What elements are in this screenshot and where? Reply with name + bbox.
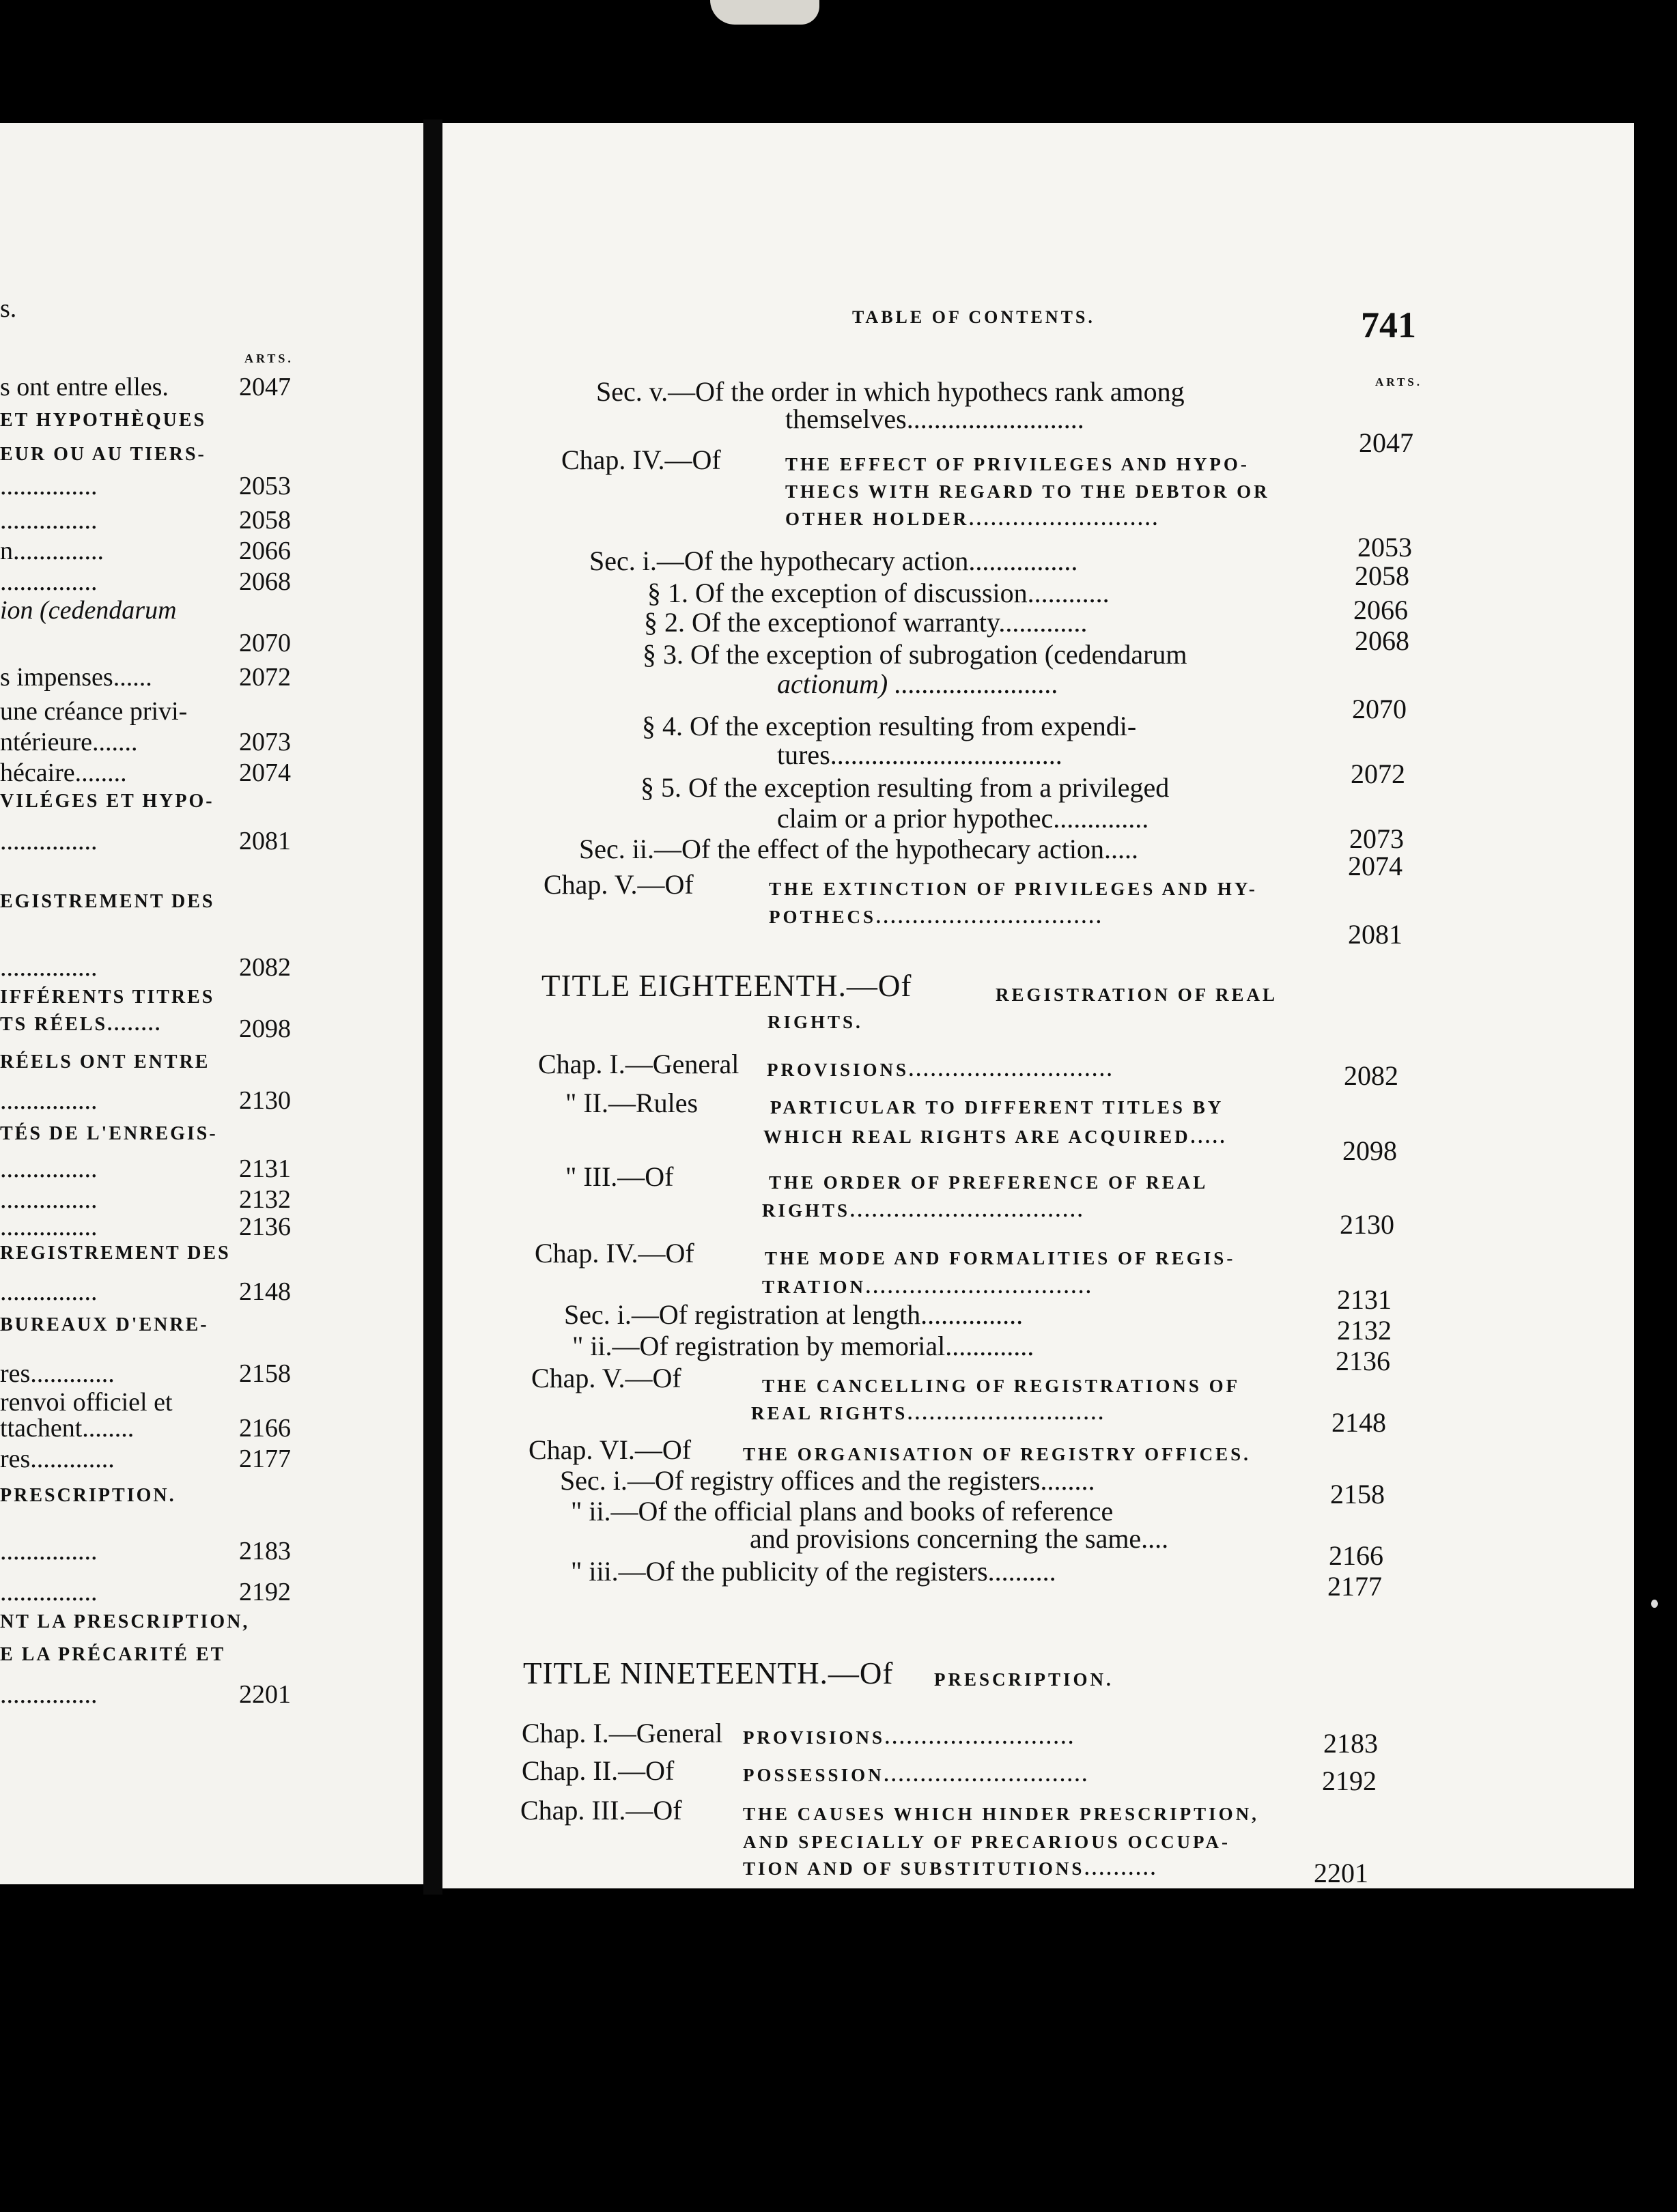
left-toc-article-number: 2130 bbox=[239, 1086, 291, 1115]
left-toc-line: NT LA PRESCRIPTION, bbox=[0, 1611, 250, 1632]
toc-para5-num: 2073 bbox=[1349, 823, 1404, 854]
left-toc-article-number: 2068 bbox=[239, 567, 291, 596]
toc-t18-chap6-text: THE ORGANISATION OF REGISTRY OFFICES. bbox=[743, 1444, 1251, 1464]
toc-t19-chap1-num: 2183 bbox=[1323, 1728, 1378, 1759]
left-toc-line: IFFÉRENTS TITRES bbox=[0, 987, 215, 1008]
left-toc-line: ............... bbox=[0, 506, 98, 535]
toc-t19-chap2-num: 2192 bbox=[1322, 1766, 1377, 1796]
left-toc-article-number: 2131 bbox=[239, 1154, 291, 1183]
toc-sec1: Sec. i.—Of the hypothecary action................ bbox=[589, 545, 1078, 576]
toc-t19-chap3-text1: THE CAUSES WHICH HINDER PRESCRIPTION, bbox=[743, 1804, 1259, 1824]
toc-t18-chap5-text1: THE CANCELLING OF REGISTRATIONS OF bbox=[762, 1376, 1241, 1396]
left-toc-article-number: 2066 bbox=[239, 537, 291, 565]
toc-chap5-text2: POTHECS............................... bbox=[769, 907, 1104, 927]
toc-t18-chap6-sec2-line1: " ii.—Of the official plans and books of reference bbox=[571, 1496, 1114, 1527]
toc-t18-sec2-num: 2136 bbox=[1336, 1346, 1390, 1376]
toc-chap5-num: 2081 bbox=[1348, 919, 1403, 950]
left-toc-article-number: 2047 bbox=[239, 373, 291, 401]
left-toc-line: ............... bbox=[0, 1185, 98, 1214]
title-nineteenth: TITLE NINETEENTH.—Of bbox=[523, 1656, 894, 1690]
toc-t18-chap3-text2: RIGHTS................................ bbox=[762, 1200, 1086, 1221]
left-toc-line: ttachent........ bbox=[0, 1414, 135, 1443]
left-toc-line: ............... bbox=[0, 953, 98, 982]
right-page bbox=[442, 123, 1634, 1888]
toc-para1: § 1. Of the exception of discussion............ bbox=[647, 578, 1110, 608]
toc-t18-chap6-label: Chap. VI.—Of bbox=[529, 1434, 692, 1465]
toc-t18-chap3-num: 2130 bbox=[1340, 1209, 1394, 1240]
title-eighteenth-text2: RIGHTS. bbox=[767, 1012, 863, 1032]
toc-t18-chap6-sec3-num: 2177 bbox=[1327, 1571, 1382, 1602]
toc-t18-chap6-sec1-num: 2158 bbox=[1330, 1479, 1385, 1509]
left-toc-article-number: 2158 bbox=[239, 1359, 291, 1388]
toc-para3-line1 bbox=[643, 638, 1187, 670]
left-toc-line: TS RÉELS........ bbox=[0, 1014, 163, 1035]
toc-t18-chap6-sec1: Sec. i.—Of registry offices and the registers........ bbox=[560, 1465, 1095, 1496]
left-toc-line: ............... bbox=[0, 1537, 98, 1565]
toc-chap4-text1: THE EFFECT OF PRIVILEGES AND HYPO- bbox=[785, 454, 1250, 474]
left-toc-line: TÉS DE L'ENREGIS- bbox=[0, 1123, 218, 1144]
left-toc-line: ............... bbox=[0, 1154, 98, 1183]
toc-chap4-num: 2053 bbox=[1357, 532, 1412, 563]
toc-t19-chap1-text: PROVISIONS.......................... bbox=[743, 1727, 1076, 1748]
toc-t18-chap5-num: 2148 bbox=[1331, 1407, 1386, 1438]
left-toc-line: REGISTREMENT DES bbox=[0, 1243, 231, 1264]
toc-para2: § 2. Of the exceptionof warranty............. bbox=[644, 607, 1088, 638]
toc-sec2-num: 2074 bbox=[1348, 851, 1403, 881]
toc-t18-chap1-label: Chap. I.—General bbox=[538, 1049, 739, 1079]
toc-para4-line1: § 4. Of the exception resulting from expendi- bbox=[642, 711, 1137, 741]
toc-t19-chap2-text: POSSESSION............................ bbox=[743, 1765, 1090, 1785]
toc-t18-chap1-text: PROVISIONS............................ bbox=[767, 1060, 1115, 1080]
left-toc-article-number: 2053 bbox=[239, 472, 291, 500]
left-toc-line: E LA PRÉCARITÉ ET bbox=[0, 1644, 226, 1665]
toc-t19-chap2-label: Chap. II.—Of bbox=[522, 1755, 675, 1786]
left-toc-article-number: 2148 bbox=[239, 1277, 291, 1306]
left-toc-line: res............. bbox=[0, 1445, 115, 1473]
toc-para3-text1: § 3. Of the exception of subrogation (cedendarum bbox=[643, 639, 1187, 670]
toc-t18-sec1: Sec. i.—Of registration at length............... bbox=[564, 1299, 1024, 1330]
toc-t18-chap4-num: 2131 bbox=[1337, 1284, 1392, 1315]
toc-t18-chap5-text2: REAL RIGHTS........................... bbox=[751, 1403, 1106, 1423]
left-toc-article-number: 2177 bbox=[239, 1445, 291, 1473]
left-toc-line: res............. bbox=[0, 1359, 115, 1388]
toc-t18-chap1-num: 2082 bbox=[1344, 1060, 1398, 1091]
toc-t18-chap2-text2: WHICH REAL RIGHTS ARE ACQUIRED..... bbox=[763, 1126, 1228, 1147]
toc-t19-chap3-text3: TION AND OF SUBSTITUTIONS.......... bbox=[743, 1858, 1158, 1879]
left-toc-line: VILÉGES ET HYPO- bbox=[0, 791, 214, 812]
left-toc-line: ............... bbox=[0, 1680, 98, 1709]
left-toc-line: s ont entre elles. bbox=[0, 373, 169, 401]
toc-chap4-text2: THECS WITH REGARD TO THE DEBTOR OR bbox=[785, 481, 1270, 502]
page-number: 741 bbox=[1361, 304, 1416, 345]
left-toc-line: s impenses...... bbox=[0, 663, 152, 692]
toc-chap5-text1: THE EXTINCTION OF PRIVILEGES AND HY- bbox=[769, 879, 1258, 899]
left-toc-line: ............... bbox=[0, 1578, 98, 1606]
left-toc-line: PRESCRIPTION. bbox=[0, 1485, 176, 1506]
arts-label: ARTS. bbox=[1375, 375, 1422, 388]
toc-t18-chap2-text1: PARTICULAR TO DIFFERENT TITLES BY bbox=[770, 1097, 1224, 1118]
left-toc-line: ET HYPOTHÈQUES bbox=[0, 410, 207, 431]
left-col-label: ARTS. bbox=[244, 352, 294, 365]
toc-t18-chap6-sec2-line2: and provisions concerning the same.... bbox=[750, 1523, 1169, 1554]
toc-t18-chap2-num: 2098 bbox=[1342, 1135, 1397, 1166]
toc-t18-chap4-text1: THE MODE AND FORMALITIES OF REGIS- bbox=[765, 1248, 1236, 1268]
left-running-head: s. bbox=[0, 294, 17, 323]
scan-speck bbox=[1651, 1600, 1658, 1608]
left-toc-article-number: 2183 bbox=[239, 1537, 291, 1565]
left-toc-article-number: 2073 bbox=[239, 728, 291, 756]
left-toc-article-number: 2082 bbox=[239, 953, 291, 982]
toc-sec2: Sec. ii.—Of the effect of the hypothecary action..... bbox=[579, 834, 1138, 864]
left-toc-line: ion (cedendarum bbox=[0, 596, 177, 625]
title-nineteenth-text: PRESCRIPTION. bbox=[934, 1669, 1114, 1690]
left-toc-line: EUR OU AU TIERS- bbox=[0, 444, 206, 465]
toc-t19-chap3-text2: AND SPECIALLY OF PRECARIOUS OCCUPA- bbox=[743, 1832, 1231, 1852]
left-toc-article-number: 2070 bbox=[239, 629, 291, 657]
left-toc-line: hécaire........ bbox=[0, 758, 127, 787]
left-toc-article-number: 2192 bbox=[239, 1578, 291, 1606]
toc-t18-sec1-num: 2132 bbox=[1337, 1315, 1392, 1346]
left-toc-article-number: 2081 bbox=[239, 827, 291, 855]
toc-t19-chap3-num: 2201 bbox=[1314, 1858, 1368, 1888]
title-eighteenth: TITLE EIGHTEENTH.—Of bbox=[541, 969, 912, 1003]
left-page bbox=[0, 123, 423, 1884]
left-toc-line: ............... bbox=[0, 1213, 98, 1241]
toc-t18-chap4-text2: TRATION............................... bbox=[762, 1277, 1094, 1297]
toc-t18-chap4-label: Chap. IV.—Of bbox=[535, 1238, 694, 1268]
toc-chap4-label: Chap. IV.—Of bbox=[561, 444, 721, 475]
book-gutter bbox=[423, 119, 442, 1895]
toc-para4-line2: tures.................................. bbox=[777, 739, 1062, 770]
toc-sec5-num: 2047 bbox=[1359, 427, 1413, 458]
left-toc-line: RÉELS ONT ENTRE bbox=[0, 1051, 210, 1073]
toc-t19-chap3-label: Chap. III.—Of bbox=[520, 1795, 682, 1826]
left-toc-line: ntérieure....... bbox=[0, 728, 138, 756]
toc-t18-chap6-sec3: " iii.—Of the publicity of the registers.......... bbox=[571, 1556, 1056, 1587]
left-toc-article-number: 2132 bbox=[239, 1185, 291, 1214]
left-toc-article-number: 2166 bbox=[239, 1414, 291, 1443]
left-toc-line: EGISTREMENT DES bbox=[0, 891, 215, 912]
left-toc-article-number: 2136 bbox=[239, 1213, 291, 1241]
toc-t18-sec2: " ii.—Of registration by memorial............. bbox=[572, 1331, 1034, 1361]
toc-para3-num: 2070 bbox=[1352, 694, 1407, 724]
toc-sec5-label: Sec. v.—Of the order in which hypothecs rank among bbox=[596, 376, 1185, 407]
left-toc-article-number: 2074 bbox=[239, 758, 291, 787]
toc-t18-chap6-sec2-num: 2166 bbox=[1329, 1540, 1383, 1571]
title-eighteenth-text1: REGISTRATION OF REAL bbox=[996, 984, 1278, 1005]
toc-para5-line2: claim or a prior hypothec.............. bbox=[777, 803, 1149, 834]
left-toc-line: ............... bbox=[0, 1277, 98, 1306]
toc-sec1-num: 2058 bbox=[1355, 561, 1409, 591]
left-toc-line: ............... bbox=[0, 827, 98, 855]
paper-scrap bbox=[710, 0, 819, 25]
left-toc-line: n.............. bbox=[0, 537, 104, 565]
left-toc-article-number: 2201 bbox=[239, 1680, 291, 1709]
toc-t18-chap3-text1: THE ORDER OF PREFERENCE OF REAL bbox=[769, 1172, 1209, 1193]
toc-t18-chap5-label: Chap. V.—Of bbox=[531, 1363, 681, 1393]
running-head: TABLE OF CONTENTS. bbox=[852, 307, 1095, 327]
left-toc-line: une créance privi- bbox=[0, 697, 188, 726]
toc-chap4-text3: OTHER HOLDER.......................... bbox=[785, 509, 1160, 529]
toc-sec5-cont: themselves.......................... bbox=[785, 403, 1084, 434]
toc-chap5-label: Chap. V.—Of bbox=[544, 869, 694, 900]
toc-para5-line1: § 5. Of the exception resulting from a privileged bbox=[640, 772, 1170, 803]
left-toc-line: ............... bbox=[0, 567, 98, 596]
left-toc-line: renvoi officiel et bbox=[0, 1388, 173, 1417]
toc-t18-chap2-label: " II.—Rules bbox=[565, 1088, 699, 1118]
toc-para3-line2: actionum) ........................ bbox=[777, 668, 1059, 699]
left-toc-line: ............... bbox=[0, 472, 98, 500]
toc-para2-num: 2068 bbox=[1355, 625, 1409, 656]
toc-t18-chap3-label: " III.—Of bbox=[565, 1161, 674, 1192]
left-toc-article-number: 2098 bbox=[239, 1015, 291, 1043]
left-toc-article-number: 2072 bbox=[239, 663, 291, 692]
left-toc-line: ............... bbox=[0, 1086, 98, 1115]
toc-para1-num: 2066 bbox=[1353, 595, 1408, 625]
left-toc-line: BUREAUX D'ENRE- bbox=[0, 1314, 209, 1335]
left-toc-article-number: 2058 bbox=[239, 506, 291, 535]
toc-para4-num: 2072 bbox=[1351, 758, 1405, 789]
toc-t19-chap1-label: Chap. I.—General bbox=[522, 1718, 723, 1748]
